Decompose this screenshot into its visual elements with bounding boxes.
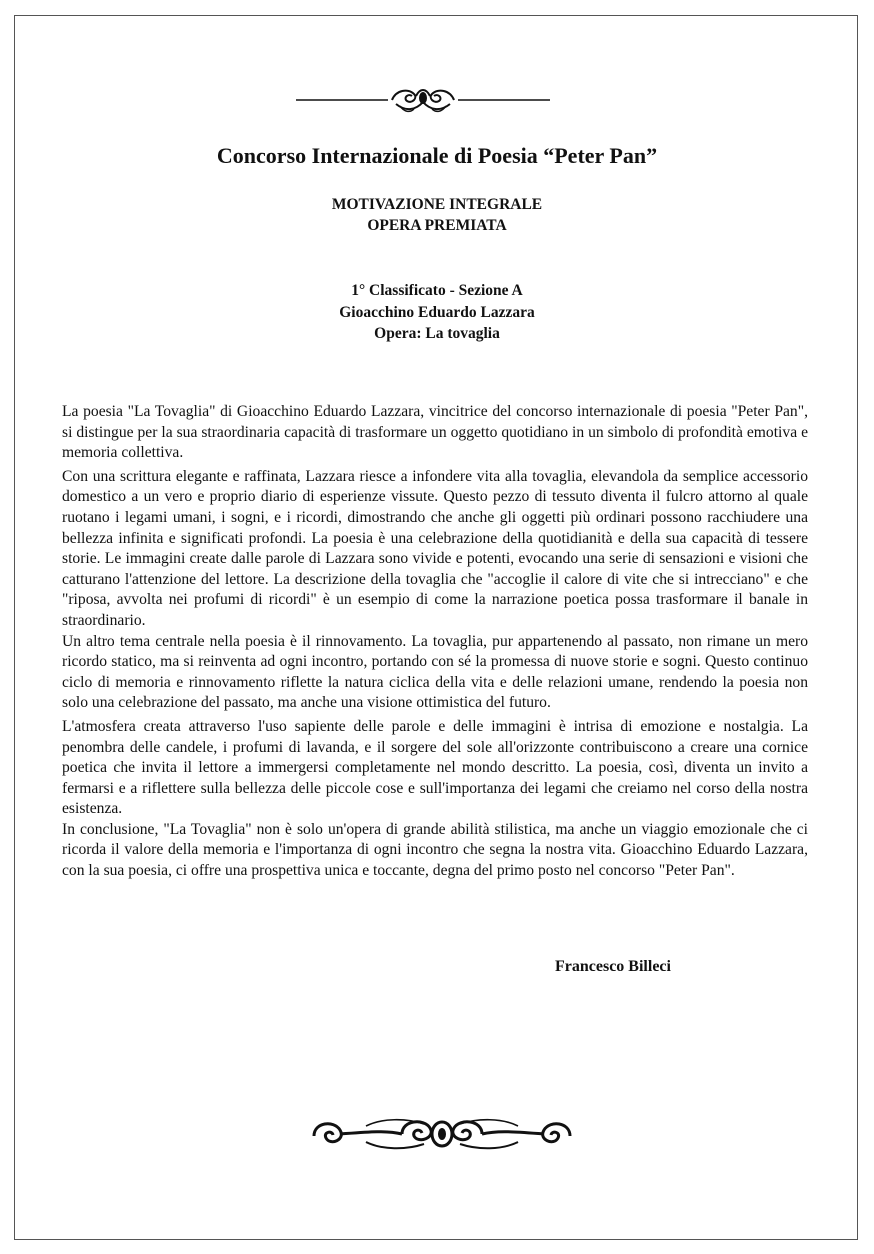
subtitle-line: MOTIVAZIONE INTEGRALE bbox=[331, 196, 543, 213]
flourish-divider-icon bbox=[296, 82, 550, 118]
paragraph: Con una scrittura elegante e raffinata, Lazzara riesce a infondere vita alla tovaglia, elevandola da semplice accessorio domestico a un vero e proprio diario di esperienze vissute. Questo pezzo di tessuto diventa il fulcro attorno al quale ruotano i legami umani, i sogni, e i ricordi, dimostrando che anche gli oggetti più ordinari possono racchiudere una bellezza infinita e significati profondi. La poesia è una celebrazione della quotidianità e della sua capacità di tessere storie. Le immagini create dalle parole di Lazzara sono vivide e potenti, evocando una serie di sensazioni e visioni che catturano l'attenzione del lettore. La descrizione della tovaglia che "accoglie il calore di vite che si intrecciano" e che "riposa, avvolta nei profumi di ricordi" è un esempio di come la narrazione poetica possa trasformare il banale in straordinario. bbox=[62, 467, 808, 629]
scroll-flourish-icon bbox=[306, 1110, 578, 1158]
paragraph: Un altro tema centrale nella poesia è il rinnovamento. La tovaglia, pur appartenendo al passato, non rimane un mero ricordo statico, ma si reinventa ad ogni incontro, portando con sé la promessa di nuove storie e sogni. Questo continuo ciclo di memoria e rinnovamento riflette la natura ciclica della vita e delle relazioni umane, rendendo la poesia non solo una celebrazione del passato, ma anche una visione ottimistica del futuro. bbox=[62, 632, 808, 712]
award-work: Opera: La tovaglia bbox=[374, 325, 500, 342]
paragraph: In conclusione, "La Tovaglia" non è solo un'opera di grande abilità stilistica, ma anche un viaggio emozionale che ci ricorda il valore della memoria e l'importanza di ogni incontro che segna la nostra vita. Gioacchino Eduardo Lazzara, con la sua poesia, ci offre una prospettiva unica e toccante, degna del primo posto nel concorso "Peter Pan". bbox=[62, 820, 808, 880]
award-block bbox=[0, 280, 874, 345]
motivation-text bbox=[62, 402, 808, 885]
paragraph: La poesia "La Tovaglia" di Gioacchino Eduardo Lazzara, vincitrice del concorso internazionale di poesia "Peter Pan", si distingue per la sua straordinaria capacità di trasformare un oggetto quotidiano in un simbolo di profondità emotiva e memoria collettiva. bbox=[62, 403, 808, 462]
signature: Francesco Billeci bbox=[555, 958, 671, 975]
contest-title: Concorso Internazionale di Poesia “Peter Pan” bbox=[216, 143, 658, 168]
award-author: Gioacchino Eduardo Lazzara bbox=[339, 303, 535, 321]
paragraph: L'atmosfera creata attraverso l'uso sapiente delle parole e delle immagini è intrisa di emozione e nostalgia. La penombra delle candele, i profumi di lavanda, e il sorgere del sole all'orizzonte contribuiscono a creare una cornice poetica che invita il lettore a immergersi completamente nel mondo descritto. La poesia, così, diventa un invito a fermarsi e a riflettere sulla bellezza delle piccole cose e sull'importanza dei legami che creiamo nel corso della nostra esistenza. bbox=[62, 717, 808, 818]
subtitle-line: OPERA PREMIATA bbox=[367, 217, 507, 234]
award-placement: 1° Classificato - Sezione A bbox=[351, 282, 523, 299]
document-subtitle bbox=[0, 194, 874, 236]
